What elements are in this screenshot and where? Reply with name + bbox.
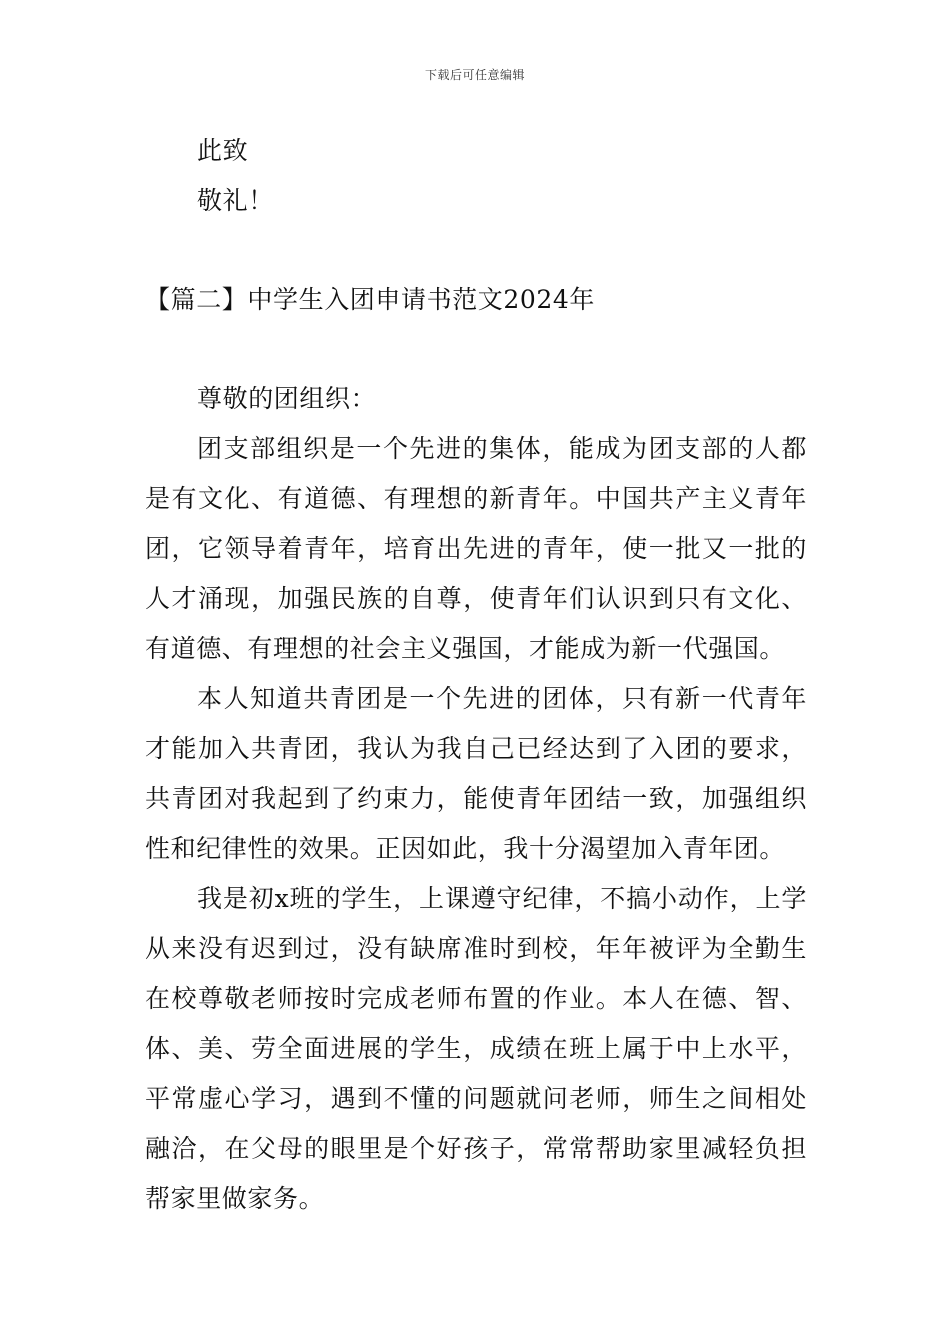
header-note: 下载后可任意编辑 bbox=[424, 68, 525, 82]
letter-paragraph-2: 本人知道共青团是一个先进的团体，只有新一代青年才能加入共青团，我认为我自己已经达到了入团的要求，共青团对我起到了约束力，能使青年团结一致，加强组织性和纪律性的效果。正因如此，我十分渴望加入青年团。 bbox=[145, 684, 807, 863]
letter-paragraph-1: 团支部组织是一个先进的集体，能成为团支部的人都是有文化、有道德、有理想的新青年。中国共产主义青年团，它领导着青年，培育出先进的青年，使一批又一批的人才涌现，加强民族的自尊，使青年们认识到只有文化、有道德、有理想的社会主义强国，才能成为新一代强国。 bbox=[145, 434, 807, 663]
letter-salutation: 尊敬的团组织： bbox=[197, 384, 377, 413]
letter-paragraph-3: 我是初x班的学生，上课遵守纪律，不搞小动作，上学从来没有迟到过，没有缺席准时到校，年年被评为全勤生在校尊敬老师按时完成老师布置的作业。本人在德、智、体、美、劳全面进展的学生，成绩在班上属于中上水平，平常虚心学习，遇到不懂的问题就问老师，师生之间相处融洽，在父母的眼里是个好孩子，常常帮助家里减轻负担帮家里做家务。 bbox=[145, 884, 807, 1213]
closing-line-2: 敬礼！ bbox=[197, 186, 274, 215]
section-title: 【篇二】中学生入团申请书范文2024年 bbox=[145, 285, 596, 314]
closing-line-1: 此致 bbox=[197, 136, 249, 165]
closing-block bbox=[145, 126, 807, 226]
letter-body bbox=[145, 374, 807, 1224]
